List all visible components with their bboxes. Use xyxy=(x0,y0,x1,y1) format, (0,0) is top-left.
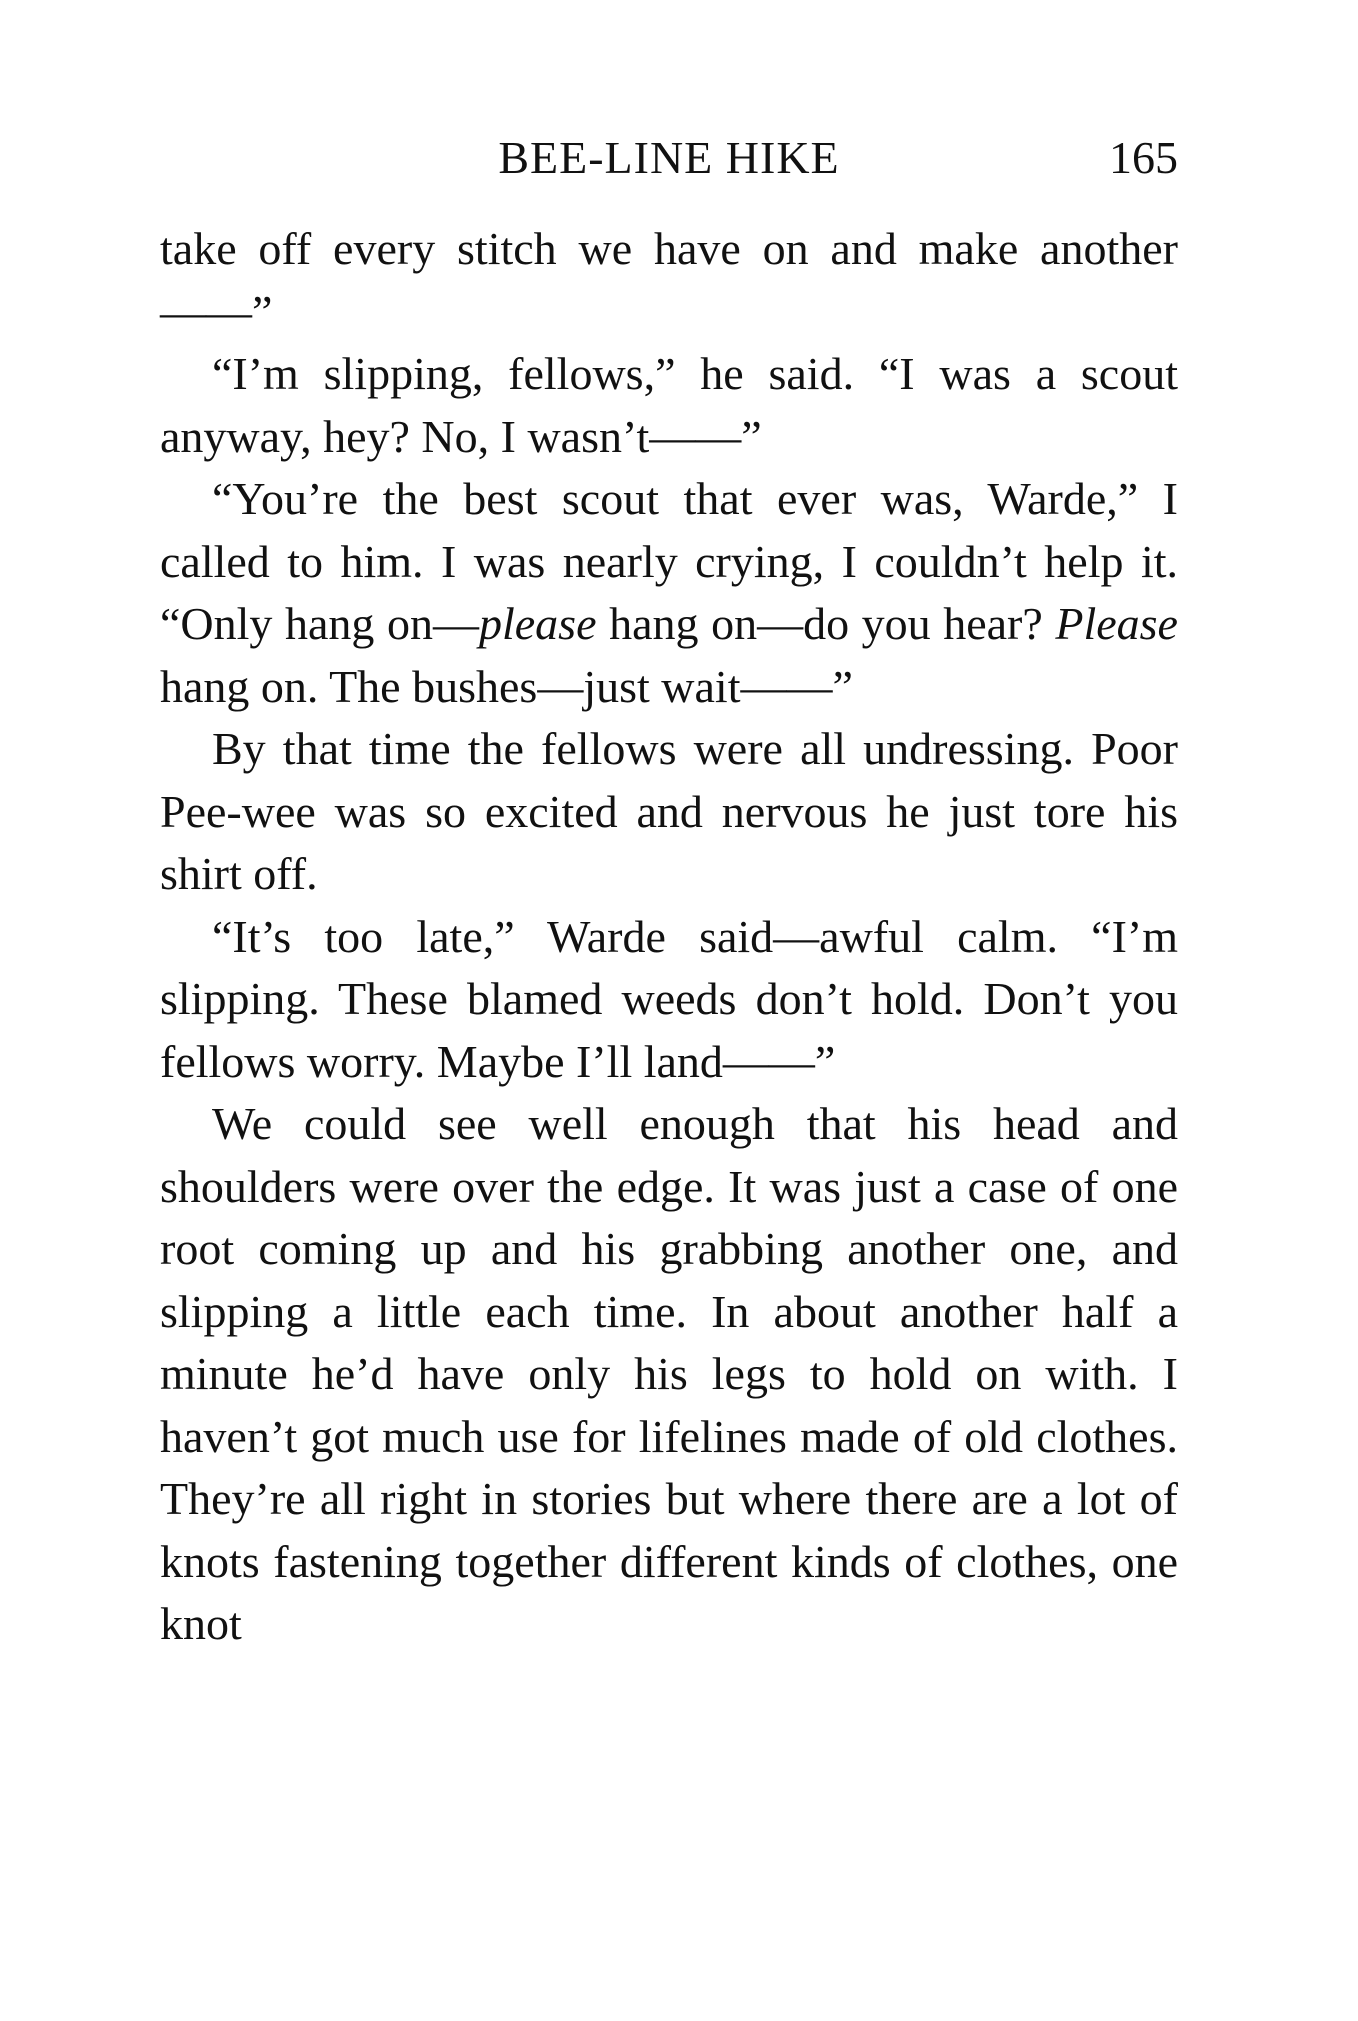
italic-emphasis: Please xyxy=(1055,598,1178,649)
text-run: hang on. The bushes—just wait——” xyxy=(160,660,853,712)
paragraph: By that time the fellows were all undressing. Poor Pee-wee was so excited and nervous he just tore his shirt off. xyxy=(160,723,1178,899)
paragraph: “It’s too late,” Warde said—awful calm. “I’m slipping. These blamed weeds don’t hold. Don’t you fellows worry. Maybe I’ll land——” xyxy=(160,910,1178,1087)
paragraph xyxy=(160,468,1178,718)
paragraph: take off every stitch we have on and make another——” xyxy=(160,223,1178,337)
running-head xyxy=(160,128,1178,188)
italic-emphasis: please xyxy=(478,598,597,649)
running-title: BEE-LINE HIKE xyxy=(498,132,840,183)
body-text xyxy=(160,218,1178,1656)
page-number: 165 xyxy=(1109,132,1178,183)
text-run: “You’re the best scout that ever was, Warde,” I called to him. I was nearly crying, I couldn’t help it. “Only hang on— xyxy=(160,473,1178,649)
paragraph: We could see well enough that his head and shoulders were over the edge. It was just a case of one root coming up and his grabbing another one, and slipping a little each time. In about another half a minute he’d have only his legs to hold on with. I haven’t got much use for lifelines made of old clothes. They’re all right in stories but where there are a lot of knots fastening together different kinds of clothes, one knot xyxy=(160,1098,1178,1649)
paragraph: “I’m slipping, fellows,” he said. “I was a scout anyway, hey? No, I wasn’t——” xyxy=(160,348,1178,462)
text-run: hang on—do you hear? xyxy=(596,598,1056,649)
